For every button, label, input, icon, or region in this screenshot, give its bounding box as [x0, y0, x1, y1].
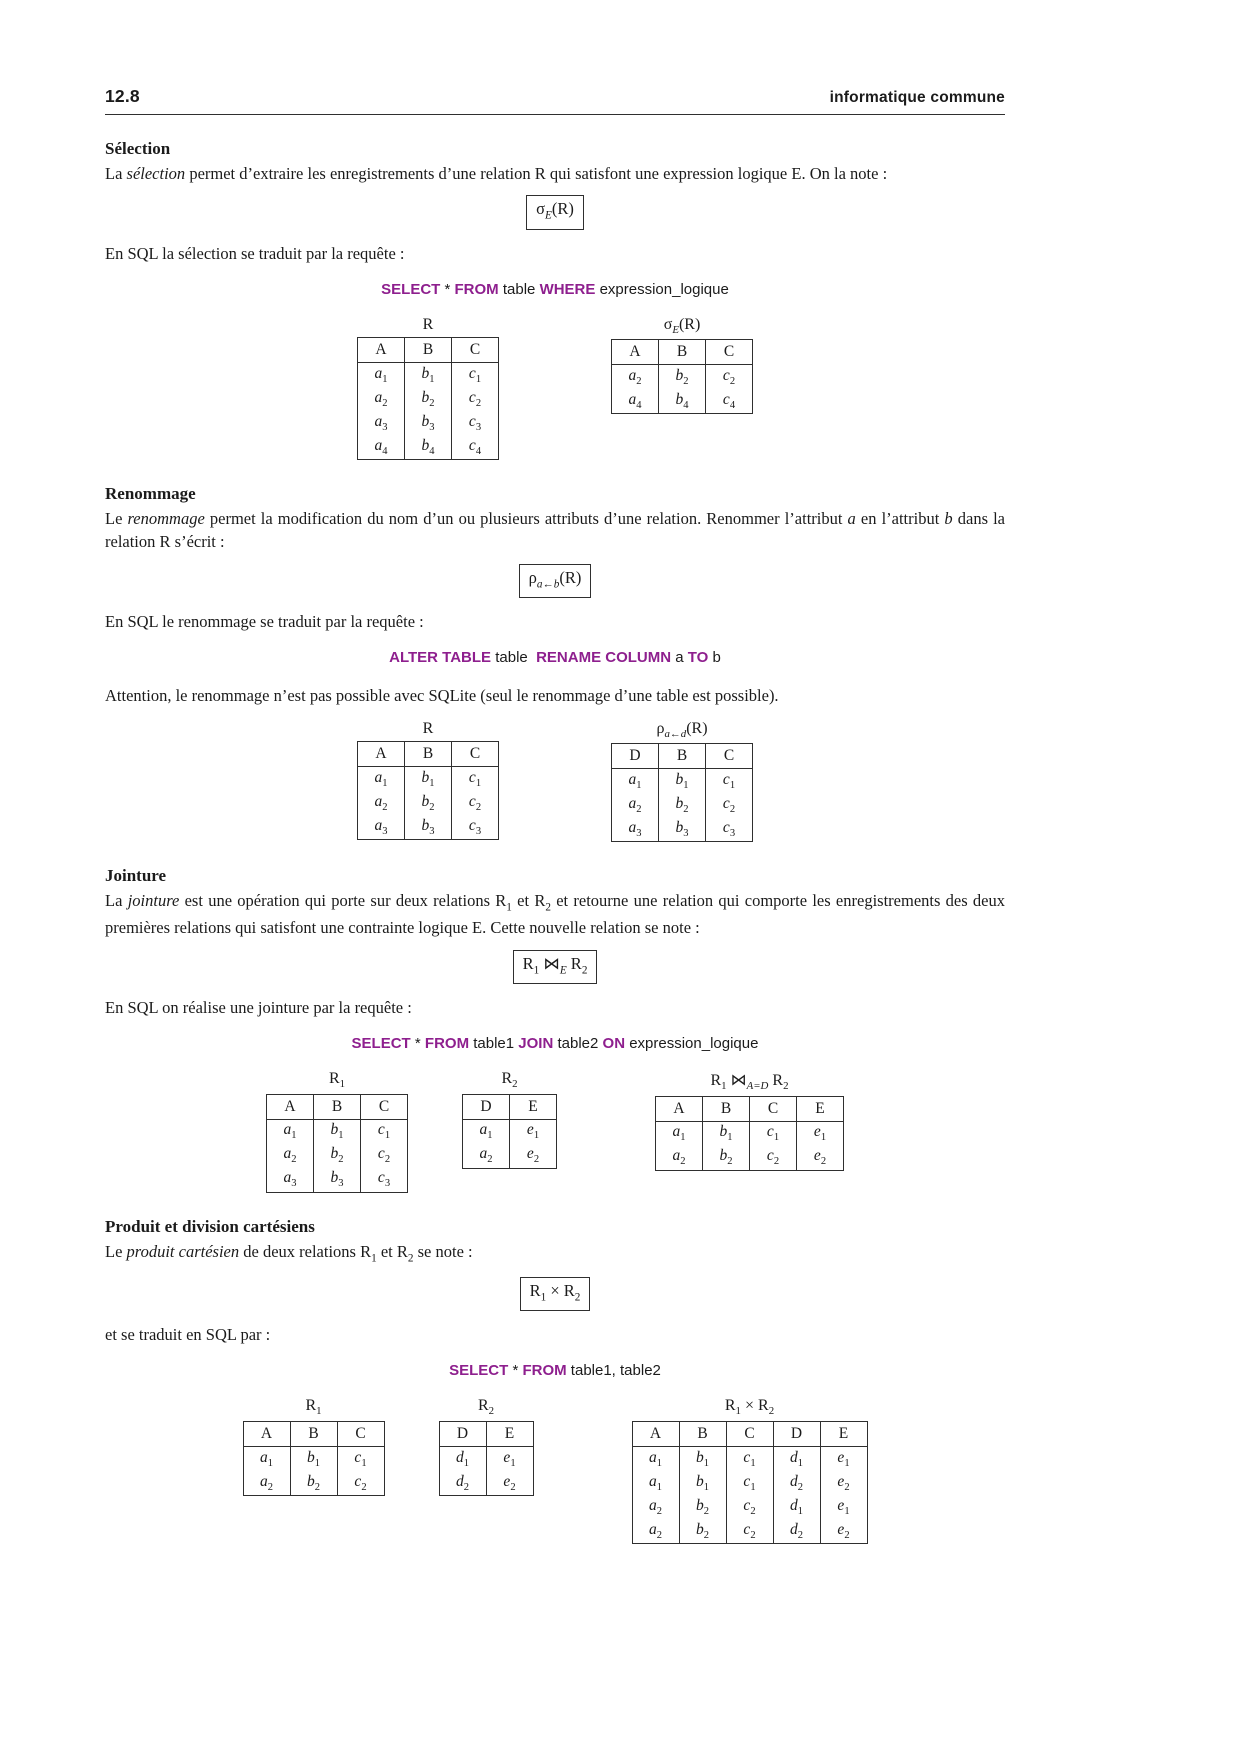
table-cell: $d_1$ [439, 1446, 486, 1471]
table-cell: $b_1$ [679, 1471, 726, 1495]
table-cell: $b_2$ [679, 1495, 726, 1519]
relation-table [243, 1421, 385, 1496]
relation-table [655, 1096, 844, 1171]
table-cell: $a_3$ [358, 815, 405, 840]
produit-sql-query: SELECT * FROM table1, table2 [449, 1362, 661, 1380]
table-cell: $a_1$ [267, 1119, 314, 1144]
header-row [358, 338, 499, 363]
header-row [612, 340, 753, 365]
table-caption: $R_1$ $⋈_{A=D}$ $R_2$ [710, 1072, 789, 1093]
table-cell: $c_3$ [361, 1168, 408, 1193]
header-row [267, 1094, 408, 1119]
jointure-formula-box: $R_1$ $⋈_E$ $R_2$ [513, 950, 598, 984]
table-cell: $c_1$ [750, 1121, 797, 1146]
table-cell: $c_2$ [706, 793, 753, 817]
header-row [656, 1096, 844, 1121]
table-cell: $a_3$ [612, 817, 659, 842]
table-caption: $R_1$ [305, 1397, 322, 1418]
header-row [439, 1421, 533, 1446]
table-cell: $b_3$ [405, 815, 452, 840]
relation-r1 [243, 1397, 385, 1495]
column-header: A [656, 1096, 703, 1121]
table-row [612, 793, 753, 817]
column-header: D [463, 1094, 510, 1119]
table-cell: $e_1$ [797, 1121, 844, 1146]
table-cell: $c_1$ [726, 1446, 773, 1471]
relation-r1 [266, 1070, 408, 1192]
table-cell: $b_3$ [659, 817, 706, 842]
table-caption: $R_2$ [477, 1397, 495, 1418]
relation-r2 [439, 1397, 534, 1495]
table-row [612, 389, 753, 414]
table-cell: $b_4$ [659, 389, 706, 414]
table-row [267, 1119, 408, 1144]
column-header: B [659, 340, 706, 365]
table-cell: $c_4$ [706, 389, 753, 414]
table-row [243, 1471, 384, 1496]
table-row [358, 363, 499, 388]
table-cell: $c_3$ [452, 411, 499, 435]
relation-product-result [632, 1397, 868, 1543]
table-cell: $b_2$ [703, 1146, 750, 1171]
table-caption: $\rho_{a\leftarrow d}(R)$ [656, 719, 708, 741]
selection-formula-row [105, 195, 1005, 229]
table-caption: $\sigma_E(R)$ [663, 316, 701, 337]
table-row [358, 766, 499, 791]
table-row [656, 1121, 844, 1146]
column-header: B [290, 1421, 337, 1446]
table-row [267, 1144, 408, 1168]
section-renommage [105, 484, 1005, 842]
jointure-heading: Jointure [105, 866, 167, 886]
table-row [439, 1446, 533, 1471]
jointure-tables-row [105, 1070, 1005, 1192]
column-header: A [612, 340, 659, 365]
table-cell: $c_2$ [452, 387, 499, 411]
table-cell: $d_2$ [439, 1471, 486, 1496]
table-cell: $b_2$ [314, 1144, 361, 1168]
column-header: B [405, 741, 452, 766]
column-header: B [679, 1421, 726, 1446]
produit-heading: Produit et division cartésiens [105, 1216, 315, 1236]
table-cell: $c_2$ [452, 791, 499, 815]
relation-table [357, 741, 499, 840]
table-cell: $c_3$ [706, 817, 753, 842]
relation-table [611, 339, 753, 414]
column-header: C [706, 744, 753, 769]
produit-sql-intro: et se traduit en SQL par : [105, 1324, 271, 1344]
header-row [463, 1094, 557, 1119]
table-cell: $a_1$ [612, 769, 659, 794]
table-cell: $c_1$ [452, 363, 499, 388]
column-header: A [358, 741, 405, 766]
header-row [612, 744, 753, 769]
section-produit [105, 1217, 1005, 1544]
table-row [632, 1471, 867, 1495]
table-row [358, 815, 499, 840]
table-caption: $R_2$ [501, 1070, 518, 1091]
column-header: C [706, 340, 753, 365]
column-header: D [439, 1421, 486, 1446]
header-rule [105, 114, 1005, 115]
column-header: E [797, 1096, 844, 1121]
table-cell: $a_2$ [656, 1146, 703, 1171]
table-row [463, 1119, 557, 1144]
renommage-sql-query: ALTER TABLE table RENAME COLUMN a TO b [389, 649, 721, 667]
table-cell: $e_2$ [486, 1471, 533, 1496]
relation-table [611, 743, 753, 842]
relation-rho-r [611, 720, 753, 842]
renommage-formula-box: $\rho_{a\leftarrow b}(R)$ [519, 564, 592, 598]
table-cell: $b_3$ [314, 1168, 361, 1193]
column-header: A [632, 1421, 679, 1446]
header-row [632, 1421, 867, 1446]
section-number: 12.8 [105, 86, 140, 106]
column-header: A [267, 1094, 314, 1119]
column-header: B [659, 744, 706, 769]
table-cell: $a_2$ [358, 387, 405, 411]
column-header: B [314, 1094, 361, 1119]
table-cell: $c_2$ [726, 1495, 773, 1519]
table-cell: $c_3$ [452, 815, 499, 840]
table-row [656, 1146, 844, 1171]
table-row [243, 1446, 384, 1471]
table-cell: $a_2$ [358, 791, 405, 815]
table-cell: $b_4$ [405, 435, 452, 460]
table-cell: $a_4$ [358, 435, 405, 460]
table-cell: $a_1$ [632, 1471, 679, 1495]
produit-intro-paragraph: Le produit cartésien de deux relations $R_1$ et $R_2$ se note : [105, 1241, 473, 1264]
column-header: C [361, 1094, 408, 1119]
jointure-formula-row [105, 950, 1005, 984]
relation-table [357, 337, 499, 460]
renommage-sql-intro: En SQL le renommage se traduit par la requête : [105, 612, 424, 632]
table-cell: $d_2$ [773, 1471, 820, 1495]
table-cell: $c_2$ [361, 1144, 408, 1168]
relation-r2 [462, 1070, 557, 1168]
table-row [612, 769, 753, 794]
table-cell: $c_1$ [361, 1119, 408, 1144]
table-cell: $a_2$ [612, 793, 659, 817]
renommage-tables-row [105, 720, 1005, 842]
selection-sql-intro: En SQL la sélection se traduit par la requête : [105, 243, 405, 263]
table-cell: $b_1$ [405, 766, 452, 791]
table-cell: $e_2$ [820, 1471, 867, 1495]
table-cell: $a_2$ [632, 1495, 679, 1519]
table-cell: $a_1$ [358, 766, 405, 791]
table-row [632, 1495, 867, 1519]
selection-heading: Sélection [105, 139, 171, 158]
header-row [358, 741, 499, 766]
table-cell: $a_2$ [463, 1144, 510, 1169]
page-header [105, 86, 1005, 107]
relation-table [439, 1421, 534, 1496]
table-cell: $a_1$ [463, 1119, 510, 1144]
table-cell: $a_1$ [632, 1446, 679, 1471]
relation-table [632, 1421, 868, 1544]
table-row [632, 1519, 867, 1544]
table-cell: $c_2$ [750, 1146, 797, 1171]
jointure-sql-intro: En SQL on réalise une jointure par la requête : [105, 997, 412, 1017]
table-cell: $a_2$ [632, 1519, 679, 1544]
table-caption: $R_1 \times R_2$ [724, 1397, 775, 1418]
table-cell: $e_1$ [486, 1446, 533, 1471]
table-cell: $b_1$ [659, 769, 706, 794]
table-cell: $b_3$ [405, 411, 452, 435]
jointure-sql-query: SELECT * FROM table1 JOIN table2 ON expression_logique [351, 1035, 759, 1053]
column-header: C [452, 338, 499, 363]
column-header: D [612, 744, 659, 769]
section-jointure [105, 866, 1005, 1192]
column-header: D [773, 1421, 820, 1446]
table-cell: $e_2$ [510, 1144, 557, 1169]
table-cell: $c_1$ [706, 769, 753, 794]
relation-table [266, 1094, 408, 1193]
table-cell: $c_1$ [726, 1471, 773, 1495]
table-row [358, 411, 499, 435]
renommage-heading: Renommage [105, 484, 196, 504]
table-cell: $c_1$ [337, 1446, 384, 1471]
table-cell: $b_1$ [679, 1446, 726, 1471]
table-cell: $b_2$ [405, 791, 452, 815]
table-cell: $b_2$ [405, 387, 452, 411]
table-cell: $c_1$ [452, 766, 499, 791]
table-cell: $c_4$ [452, 435, 499, 460]
column-header: C [452, 741, 499, 766]
jointure-intro-paragraph: La jointure est une opération qui porte sur deux relations $R_1$ et $R_2$ et retourne une relation qui comporte les enregistrements des deux premières relations qui satisfont une contrainte logique E. Cette nouvelle relation se note : [105, 891, 1006, 938]
table-cell: $b_2$ [679, 1519, 726, 1544]
table-cell: $a_2$ [267, 1144, 314, 1168]
running-title: informatique commune [829, 89, 1005, 106]
header-row [243, 1421, 384, 1446]
table-cell: $c_2$ [726, 1519, 773, 1544]
table-cell: $a_4$ [612, 389, 659, 414]
column-header: E [486, 1421, 533, 1446]
table-cell: $d_1$ [773, 1495, 820, 1519]
selection-intro-paragraph: La sélection permet d’extraire les enregistrements d’une relation R qui satisfont une expression logique E. On la note : [105, 164, 888, 183]
table-caption: R [422, 316, 434, 334]
table-cell: $a_1$ [656, 1121, 703, 1146]
table-cell: $a_1$ [243, 1446, 290, 1471]
table-cell: $e_2$ [820, 1519, 867, 1544]
relation-r [357, 720, 499, 840]
table-row [612, 817, 753, 842]
column-header: B [405, 338, 452, 363]
table-cell: $b_2$ [659, 365, 706, 390]
table-cell: $a_3$ [358, 411, 405, 435]
table-cell: $d_1$ [773, 1446, 820, 1471]
relation-sigma-r [611, 316, 753, 414]
table-cell: $a_1$ [358, 363, 405, 388]
table-row [463, 1144, 557, 1169]
section-selection [105, 139, 1005, 460]
renommage-note: Attention, le renommage n’est pas possible avec SQLite (seul le renommage d’une table est possible). [105, 686, 779, 706]
table-row [358, 791, 499, 815]
table-cell: $c_2$ [706, 365, 753, 390]
table-cell: $e_1$ [510, 1119, 557, 1144]
table-cell: $a_3$ [267, 1168, 314, 1193]
column-header: B [703, 1096, 750, 1121]
table-cell: $a_2$ [243, 1471, 290, 1496]
table-row [632, 1446, 867, 1471]
renommage-intro-paragraph: Le renommage permet la modification du nom d’un ou plusieurs attributs d’une relation. Renommer l’attribut a en l’attribut b dans la relation R s’écrit : [105, 509, 1006, 552]
table-row [358, 387, 499, 411]
table-cell: $b_1$ [314, 1119, 361, 1144]
column-header: C [750, 1096, 797, 1121]
table-cell: $b_1$ [703, 1121, 750, 1146]
table-row [439, 1471, 533, 1496]
column-header: A [243, 1421, 290, 1446]
column-header: A [358, 338, 405, 363]
table-cell: $a_2$ [612, 365, 659, 390]
table-cell: $e_2$ [797, 1146, 844, 1171]
table-row [612, 365, 753, 390]
table-row [358, 435, 499, 460]
relation-join-result [655, 1070, 844, 1170]
selection-formula-box: $\sigma_E(R)$ [526, 195, 584, 229]
column-header: C [726, 1421, 773, 1446]
renommage-formula-row [105, 564, 1005, 598]
selection-sql-query: SELECT * FROM table WHERE expression_logique [381, 281, 729, 299]
table-cell: $b_2$ [290, 1471, 337, 1496]
table-cell: $b_1$ [405, 363, 452, 388]
table-cell: $e_1$ [820, 1495, 867, 1519]
table-cell: $c_2$ [337, 1471, 384, 1496]
table-cell: $b_1$ [290, 1446, 337, 1471]
column-header: C [337, 1421, 384, 1446]
table-caption: R [422, 719, 434, 737]
column-header: E [820, 1421, 867, 1446]
table-caption: $R_1$ [328, 1070, 346, 1091]
table-row [267, 1168, 408, 1193]
table-cell: $d_2$ [773, 1519, 820, 1544]
produit-formula-row [105, 1277, 1005, 1311]
relation-table [462, 1094, 557, 1169]
produit-tables-row [105, 1397, 1005, 1543]
produit-formula-box: $R_1 \times R_2$ [520, 1277, 591, 1311]
column-header: E [510, 1094, 557, 1119]
selection-tables-row [105, 316, 1005, 460]
table-cell: $b_2$ [659, 793, 706, 817]
table-cell: $e_1$ [820, 1446, 867, 1471]
relation-r [357, 316, 499, 460]
